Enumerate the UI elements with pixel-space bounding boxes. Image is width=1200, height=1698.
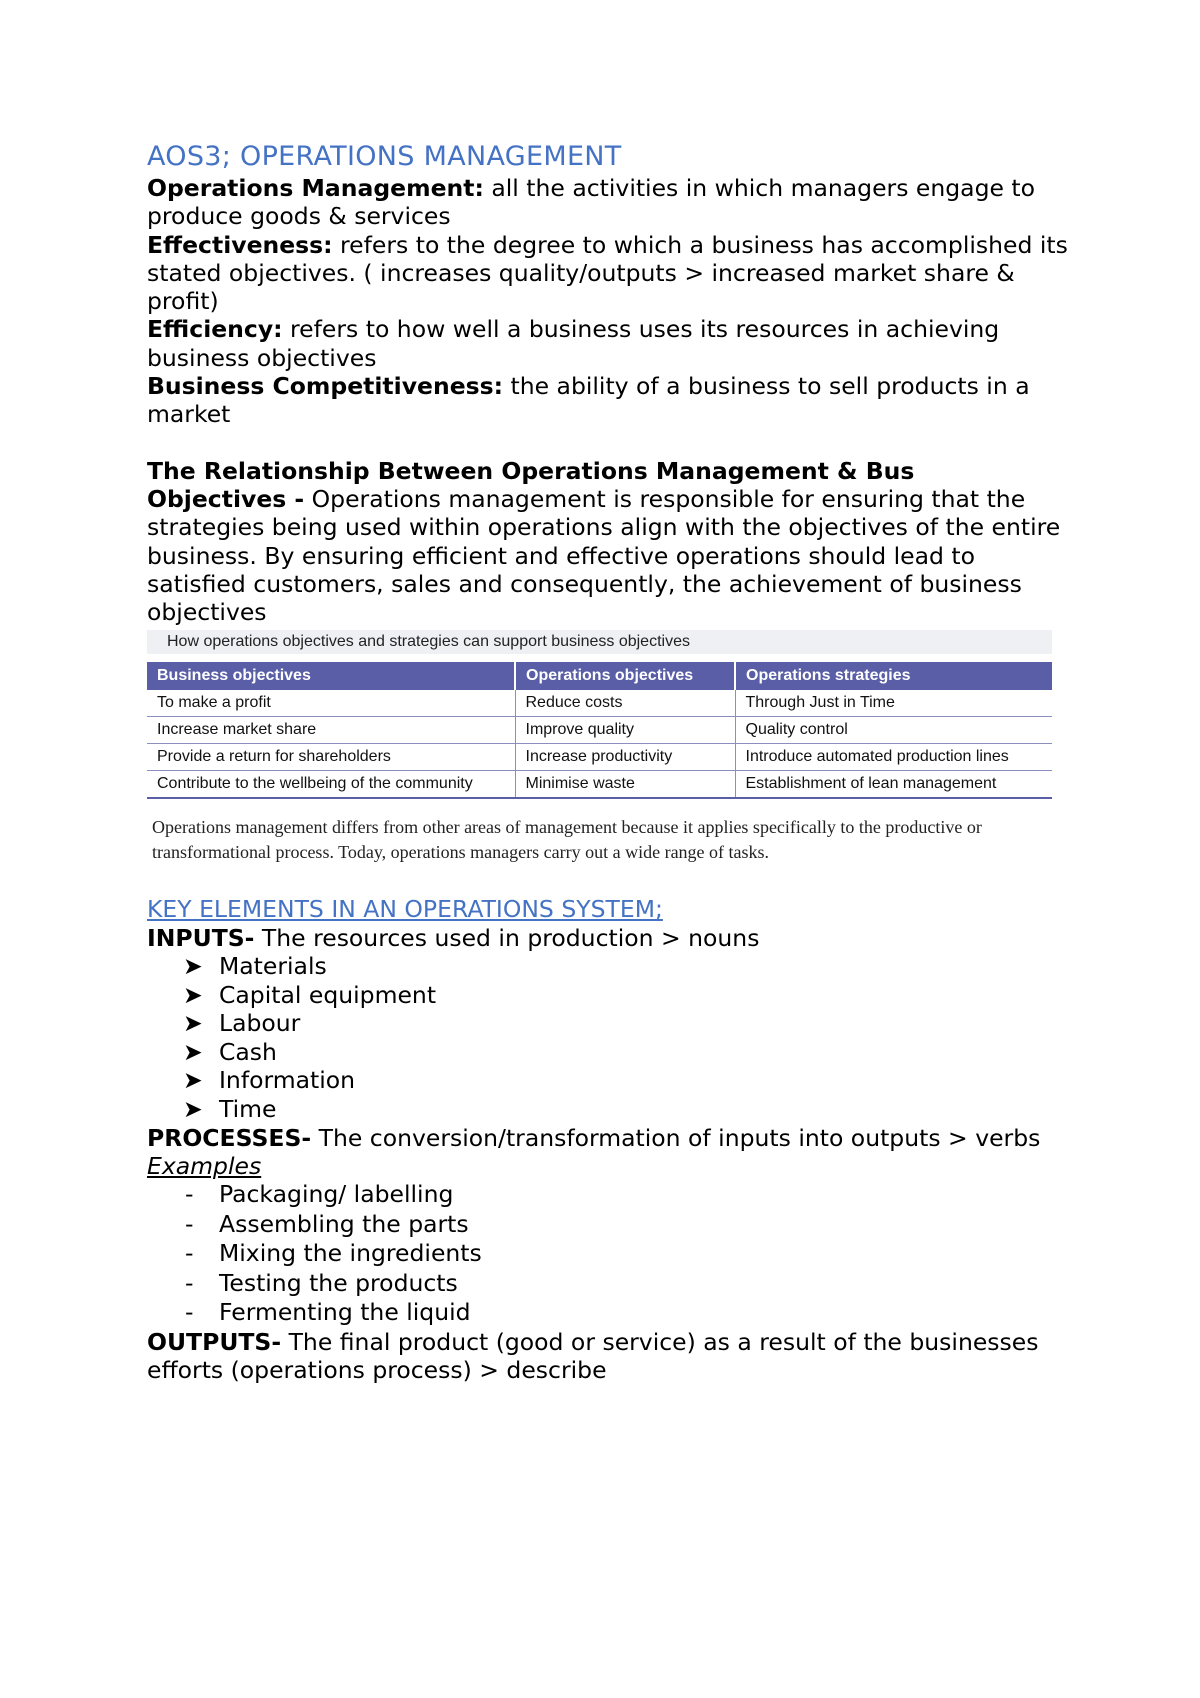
figure-note: Operations management differs from other areas of management because it applies specifically to the productive or transformational process. Today, operations managers carry out a wide range of tasks.	[152, 817, 982, 863]
list-item	[147, 1038, 1077, 1067]
list-item	[147, 1269, 1077, 1299]
dash-bullet-icon: -	[185, 1239, 194, 1268]
arrow-bullet-icon: ➤	[183, 1066, 203, 1095]
definition-term: Business Competitiveness:	[147, 372, 504, 401]
definition-business-competitiveness	[147, 372, 1077, 429]
table-header-row	[147, 662, 1052, 690]
definition-term: Operations Management:	[147, 174, 484, 202]
document-page	[147, 140, 1077, 1384]
definition-text: the ability of a business to sell products in a market	[147, 372, 1030, 429]
key-elements-heading: KEY ELEMENTS IN AN OPERATIONS SYSTEM;	[147, 895, 663, 924]
table-cell: Improve quality	[515, 717, 735, 744]
inputs-term: INPUTS-	[147, 923, 255, 952]
processes-paragraph	[147, 1124, 1077, 1152]
inputs-paragraph	[147, 924, 1077, 952]
list-item	[147, 952, 1077, 981]
arrow-bullet-icon: ➤	[183, 980, 203, 1009]
list-item	[147, 1298, 1077, 1328]
table-cell: Provide a return for shareholders	[147, 744, 515, 771]
list-item	[147, 981, 1077, 1010]
processes-list	[147, 1180, 1077, 1328]
arrow-bullet-icon: ➤	[183, 1009, 203, 1038]
dash-bullet-icon: -	[185, 1180, 194, 1209]
objectives-figure	[147, 630, 1052, 865]
list-item-label: Packaging/ labelling	[219, 1180, 454, 1209]
list-item-label: Cash	[219, 1037, 277, 1066]
dash-bullet-icon: -	[185, 1209, 194, 1238]
list-item-label: Mixing the ingredients	[219, 1239, 482, 1268]
table-cell: Contribute to the wellbeing of the community	[147, 771, 515, 799]
list-item	[147, 1239, 1077, 1269]
table-row	[147, 690, 1052, 717]
inputs-text: The resources used in production > nouns	[254, 923, 760, 952]
arrow-bullet-icon: ➤	[183, 1037, 203, 1066]
list-item-label: Information	[219, 1066, 356, 1095]
table-cell: Increase productivity	[515, 744, 735, 771]
inputs-list	[147, 952, 1077, 1124]
table-cell: Reduce costs	[515, 690, 735, 717]
table-cell: Quality control	[735, 717, 1052, 744]
list-item	[147, 1066, 1077, 1095]
processes-term: PROCESSES-	[147, 1123, 312, 1152]
definition-term: Efficiency:	[147, 315, 283, 344]
list-item-label: Fermenting the liquid	[219, 1298, 471, 1327]
definition-text: refers to how well a business uses its resources in achieving business objectives	[147, 315, 1000, 372]
definition-operations-management	[147, 174, 1077, 231]
list-item-label: Capital equipment	[219, 980, 437, 1009]
relationship-heading-cont: Objectives -	[147, 484, 305, 513]
list-item	[147, 1095, 1077, 1124]
table-cell: Introduce automated production lines	[735, 744, 1052, 771]
table-row	[147, 744, 1052, 771]
list-item	[147, 1009, 1077, 1038]
arrow-bullet-icon: ➤	[183, 952, 203, 981]
page-title: AOS3; OPERATIONS MANAGEMENT	[147, 141, 622, 172]
figure-caption: How operations objectives and strategies can support business objectives	[147, 630, 1052, 654]
definition-text: all the activities in which managers engage to produce goods & services	[147, 174, 1036, 231]
definition-efficiency	[147, 315, 1077, 372]
table-row	[147, 771, 1052, 799]
outputs-text: The final product (good or service) as a result of the businesses efforts (operations process) > describe	[147, 1327, 1039, 1384]
relationship-heading: The Relationship Between Operations Management & Bus	[147, 456, 915, 485]
definition-term: Effectiveness:	[147, 230, 333, 259]
dash-bullet-icon: -	[185, 1298, 194, 1327]
table-row	[147, 717, 1052, 744]
processes-text: The conversion/transformation of inputs into outputs > verbs	[311, 1123, 1041, 1152]
arrow-bullet-icon: ➤	[183, 1095, 203, 1124]
objectives-table	[147, 662, 1052, 799]
definition-effectiveness	[147, 231, 1077, 316]
list-item	[147, 1180, 1077, 1210]
relationship-paragraph	[147, 485, 1077, 626]
relationship-text: Operations management is responsible for ensuring that the strategies being used within operations align with the objectives of the entire business. By ensuring efficient and effective operations should lead to satisfied customers, sales and consequently, the achievement of business objectives	[147, 484, 1061, 627]
definition-text: refers to the degree to which a business has accomplished its stated objectives. ( increases quality/outputs > increased market share & profit)	[147, 230, 1068, 316]
outputs-paragraph	[147, 1328, 1077, 1385]
table-header: Operations strategies	[735, 662, 1052, 690]
table-cell: Establishment of lean management	[735, 771, 1052, 799]
list-item-label: Labour	[219, 1009, 301, 1038]
dash-bullet-icon: -	[185, 1268, 194, 1297]
list-item-label: Testing the products	[219, 1268, 458, 1297]
table-cell: To make a profit	[147, 690, 515, 717]
list-item-label: Materials	[219, 952, 327, 981]
outputs-term: OUTPUTS-	[147, 1327, 282, 1356]
table-header: Business objectives	[147, 662, 515, 690]
table-cell: Increase market share	[147, 717, 515, 744]
list-item-label: Assembling the parts	[219, 1209, 469, 1238]
list-item-label: Time	[219, 1095, 277, 1124]
list-item	[147, 1210, 1077, 1240]
table-cell: Minimise waste	[515, 771, 735, 799]
table-cell: Through Just in Time	[735, 690, 1052, 717]
examples-label: Examples	[147, 1151, 262, 1180]
table-header: Operations objectives	[515, 662, 735, 690]
